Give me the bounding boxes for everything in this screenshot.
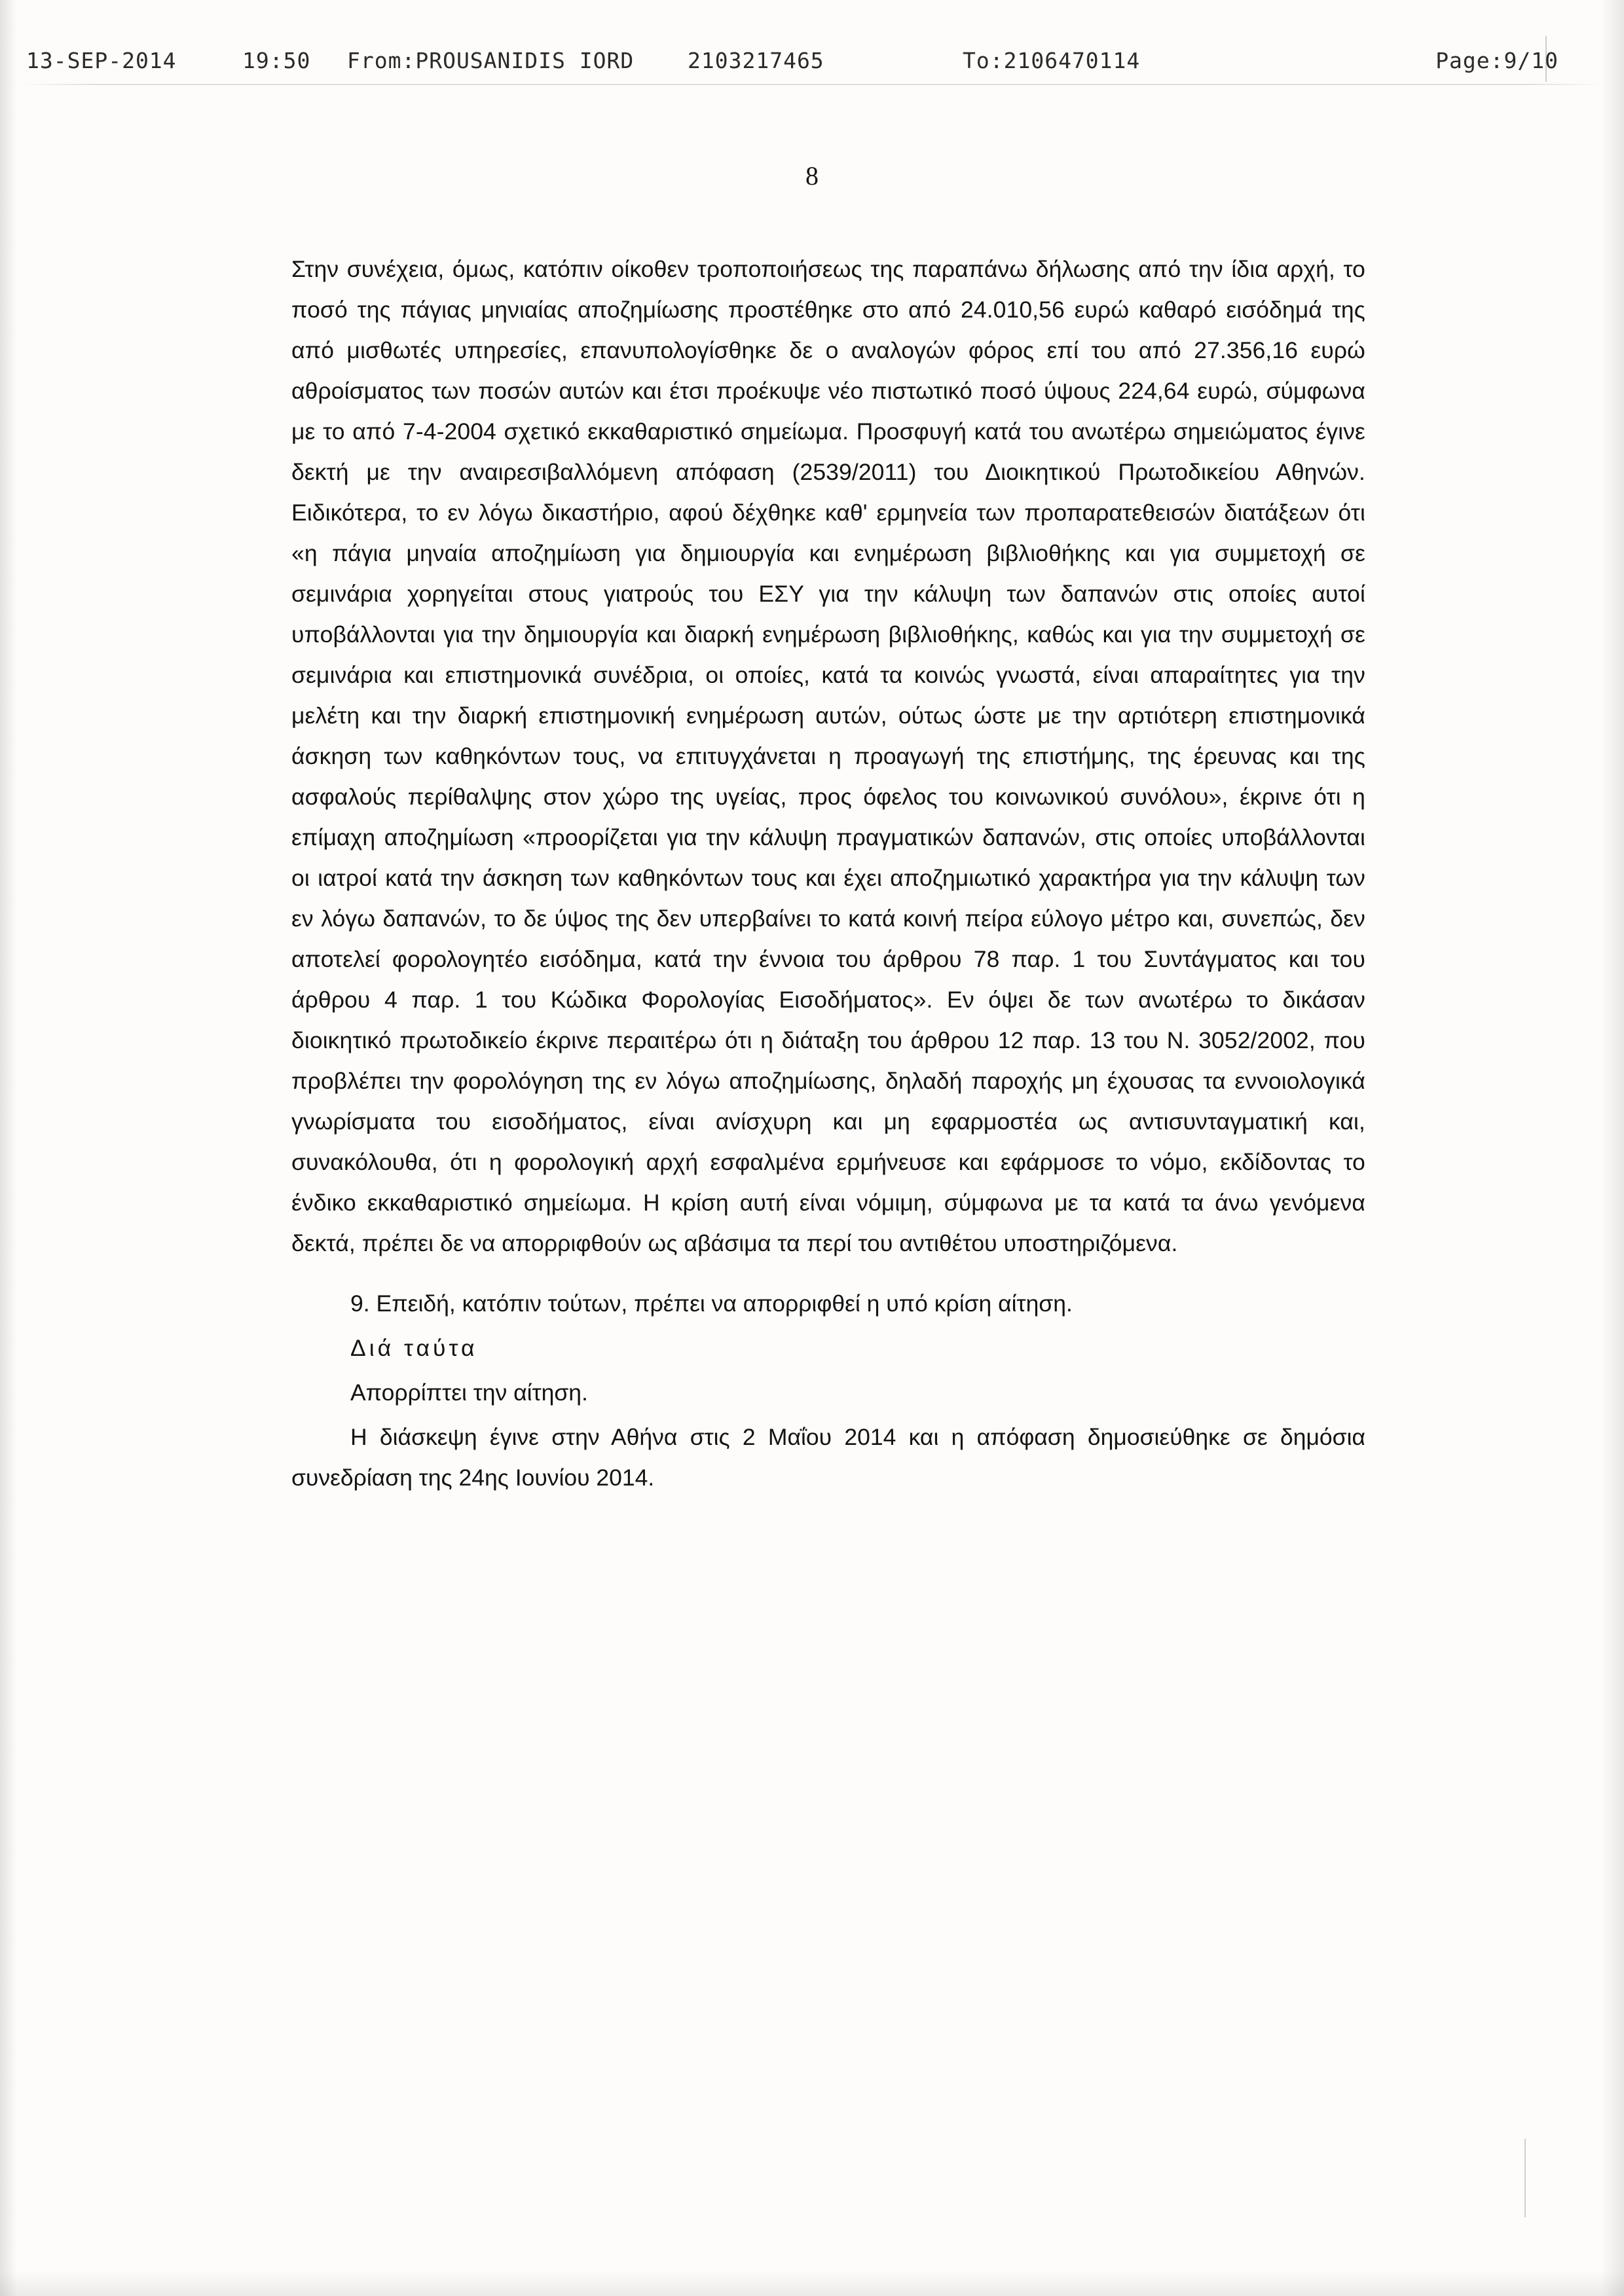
scan-edge-shadow-right	[1602, 0, 1624, 2296]
fax-date: 13-SEP-2014	[26, 47, 177, 73]
page-number: 8	[805, 161, 819, 191]
scan-edge-shadow-bottom	[0, 2270, 1624, 2296]
scan-tick-bottom-right	[1524, 2139, 1526, 2217]
closing-point-9: 9. Επειδή, κατόπιν τούτων, πρέπει να απορριφθεί η υπό κρίση αίτηση.	[350, 1290, 1073, 1317]
fax-sender: From:PROUSANIDIS IORD	[347, 47, 635, 73]
fax-page-counter: Page:9/10	[1435, 47, 1559, 73]
header-divider	[20, 84, 1604, 85]
body-paragraph: Στην συνέχεια, όμως, κατόπιν οίκοθεν τροποποιήσεως της παραπάνω δήλωσης από την ίδια αρχή, το ποσό της πάγιας μηνιαίας αποζημίωσης προστέθηκε στο από 24.010,56 ευρώ καθαρό εισόδημά της από μισθωτές υπηρεσίες, επανυπολογίσθηκε δε ο αναλογών φόρος επί του από 27.356,16 ευρώ αθροίσματος των ποσών αυτών και έτσι προέκυψε νέο πιστωτικό ποσό ύψους 224,64 ευρώ, σύμφωνα με το από 7-4-2004 σχετικό εκκαθαριστικό σημείωμα. Προσφυγή κατά του ανωτέρω σημειώματος έγινε δεκτή με την αναιρεσιβαλλόμενη απόφαση (2539/2011) του Διοικητικού Πρωτοδικείου Αθηνών. Ειδικότερα, το εν λόγω δικαστήριο, αφού δέχθηκε καθ' ερμηνεία των προπαρατεθεισών διατάξεων ότι «η πάγια μηναία αποζημίωση για δημιουργία και ενημέρωση βιβλιοθήκης και για συμμετοχή σε σεμινάρια χορηγείται στους γιατρούς του ΕΣΥ για την κάλυψη των δαπανών στις οποίες αυτοί υποβάλλονται για την δημιουργία και διαρκή ενημέρωση βιβλιοθήκης, καθώς και για την συμμετοχή σε σεμινάρια και επιστημονικά συνέδρια, οι οποίες, κατά τα κοινώς γνωστά, είναι απαραίτητες για την μελέτη και την διαρκή επιστημονική ενημέρωση αυτών, ούτως ώστε με την αρτιότερη επιστημονικά άσκηση των καθηκόντων τους, να επιτυγχάνεται η προαγωγή της επιστήμης, της έρευνας και της ασφαλούς περίθαλψης στον χώρο της υγείας, προς όφελος του κοινωνικού συνόλου», έκρινε ότι η επίμαχη αποζημίωση «προορίζεται για την κάλυψη πραγματικών δαπανών, στις οποίες υποβάλλονται οι ιατροί κατά την άσκηση των καθηκόντων τους και έχει αποζημιωτικό χαρακτήρα για την κάλυψη των εν λόγω δαπανών, το δε ύψος της δεν υπερβαίνει το κατά κοινή πείρα εύλογο μέτρο και, συνεπώς, δεν αποτελεί φορολογητέο εισόδημα, κατά την έννοια του άρθρου 78 παρ. 1 του Συντάγματος και του άρθρου 4 παρ. 1 του Κώδικα Φορολογίας Εισοδήματος». Εν όψει δε των ανωτέρω το δικάσαν διοικητικό πρωτοδικείο έκρινε περαιτέρω ότι η διάταξη του άρθρου 12 παρ. 13 του Ν. 3052/2002, που προβλέπει την φορολόγηση της εν λόγω αποζημίωσης, δηλαδή παροχής μη έχουσας τα εννοιολογικά γνωρίσματα του εισοδήματος, είναι ανίσχυρη και μη εφαρμοστέα ως αντισυνταγματική και, συνακόλουθα, ότι η φορολογική αρχή εσφαλμένα ερμήνευσε και εφάρμοσε το νόμο, εκδίδοντας το ένδικο εκκαθαριστικό σημείωμα. Η κρίση αυτή είναι νόμιμη, σύμφωνα με τα κατά τα άνω γενόμενα δεκτά, πρέπει δε να απορριφθούν ως αβάσιμα τα περί του αντιθέτου υποστηριζόμενα.	[291, 256, 1365, 1256]
fax-recipient: To:2106470114	[963, 47, 1141, 73]
scan-tick-top-right	[1545, 36, 1547, 82]
closing-conference: Η διάσκεψη έγινε στην Αθήνα στις 2 Μαΐου 2014 και η απόφαση δημοσιεύθηκε σε δημόσια συνεδρίαση της 24ης Ιουνίου 2014.	[291, 1424, 1365, 1491]
fax-transmission-header	[26, 41, 1598, 80]
closing-ruling: Απορρίπτει την αίτηση.	[350, 1379, 588, 1406]
fax-time: 19:50	[242, 47, 311, 73]
fax-sender-number: 2103217465	[688, 47, 824, 73]
scan-edge-shadow-left	[0, 0, 17, 2296]
closing-dia-tauta: Διά ταύτα	[350, 1335, 478, 1361]
document-closing	[291, 1283, 1365, 1498]
document-body	[291, 249, 1365, 1502]
